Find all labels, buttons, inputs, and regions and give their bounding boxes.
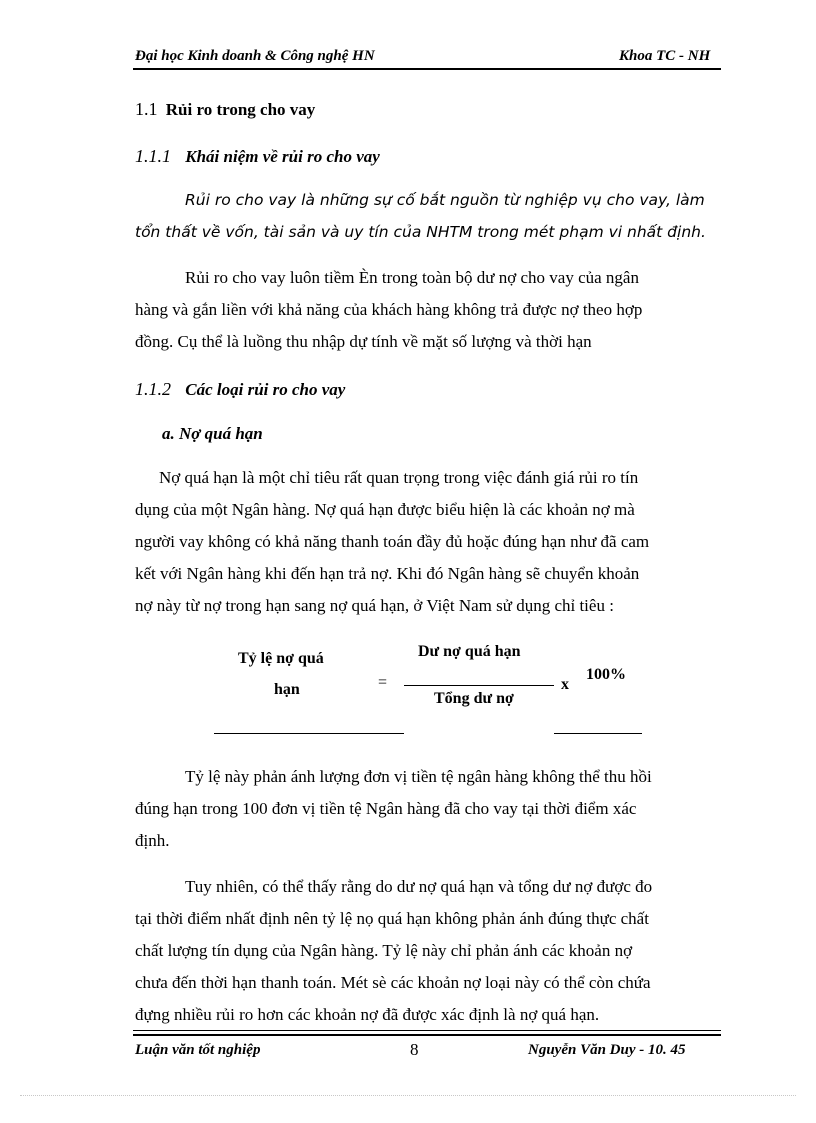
formula-equals: = xyxy=(378,674,388,691)
paragraph-1 xyxy=(135,262,721,358)
paragraph-4 xyxy=(135,871,721,1031)
footer-right: Nguyễn Văn Duy - 10. 45 xyxy=(528,1042,686,1058)
section-number: 1.1 xyxy=(135,99,158,119)
paragraph-line: định. xyxy=(135,831,170,850)
formula-lhs-line2: hạn xyxy=(274,681,300,698)
definition-line: Rủi ro cho vay là những sự cố bắt nguồn từ nghiệp vụ cho vay, làm xyxy=(185,191,705,209)
paragraph-line: dụng của một Ngân hàng. Nợ quá hạn được biểu hiện là các khoản nợ mà xyxy=(135,500,635,519)
subsection-number-2: 1.1.2 xyxy=(135,379,171,399)
formula-denominator: Tổng dư nợ xyxy=(434,690,514,707)
formula-lhs-line1: Tỷ lệ nợ quá xyxy=(238,650,324,667)
header-left: Đại học Kinh doanh & Công nghệ HN xyxy=(135,48,375,64)
subsection-title-2: Các loại rủi ro cho vay xyxy=(185,380,346,399)
footer-rule-top xyxy=(133,1030,721,1031)
formula-underline-left xyxy=(214,733,404,734)
paragraph-line: kết với Ngân hàng khi đến hạn trả nợ. Khi đó Ngân hàng sẽ chuyển khoản xyxy=(135,564,640,583)
paragraph-line: chất lượng tín dụng của Ngân hàng. Tỷ lệ này chỉ phản ánh các khoản nợ xyxy=(135,941,633,960)
paragraph-line: hàng và gắn liền với khả năng của khách hàng không trả được nợ theo hợp xyxy=(135,300,643,319)
paragraph-2 xyxy=(135,462,721,622)
subsection-heading-2 xyxy=(135,379,345,400)
paragraph-line: đúng hạn trong 100 đơn vị tiền tệ Ngân hàng đã cho vay tại thời điểm xác xyxy=(135,799,637,818)
subsection-number-1: 1.1.1 xyxy=(135,146,171,166)
page-number: 8 xyxy=(410,1040,419,1059)
formula-underline-right xyxy=(554,733,642,734)
paragraph-line: Tuy nhiên, có thể thấy rằng do dư nợ quá hạn và tổng dư nợ được đo xyxy=(185,877,653,896)
paragraph-line: người vay không có khả năng thanh toán đầy đủ hoặc đúng hạn như đã cam xyxy=(135,532,650,551)
paragraph-line: Rủi ro cho vay luôn tiềm Èn trong toàn bộ dư nợ cho vay của ngân xyxy=(185,268,639,287)
section-heading xyxy=(135,99,315,120)
paragraph-3 xyxy=(135,761,721,857)
paragraph-line: đựng nhiều rủi ro hơn các khoản nợ đã được xác định là nợ quá hạn. xyxy=(135,1005,600,1024)
formula-numerator: Dư nợ quá hạn xyxy=(418,643,521,660)
header-right: Khoa TC - NH xyxy=(619,48,711,64)
paragraph-line: tại thời điểm nhất định nên tỷ lệ nọ quá hạn không phản ánh đúng thực chất xyxy=(135,909,649,928)
definition-paragraph xyxy=(135,184,721,248)
header-rule xyxy=(133,68,721,70)
subsection-heading-1 xyxy=(135,146,380,167)
footer-rule-bottom xyxy=(133,1034,721,1036)
definition-line: tổn thất về vốn, tài sản và uy tín của NHTM trong mét phạm vi nhất định. xyxy=(135,223,706,241)
page-bottom-divider xyxy=(20,1095,796,1096)
paragraph-line: chưa đến thời hạn thanh toán. Mét sè các khoản nợ loại này có thể còn chứa xyxy=(135,973,651,992)
formula-fraction-bar xyxy=(404,685,554,686)
paragraph-line: nợ này từ nợ trong hạn sang nợ quá hạn, ở Việt Nam sử dụng chỉ tiêu : xyxy=(135,596,614,615)
paragraph-line: Tỷ lệ này phản ánh lượng đơn vị tiền tệ ngân hàng không thể thu hồi xyxy=(185,767,652,786)
paragraph-line: đồng. Cụ thể là luồng thu nhập dự tính về mặt số lượng và thời hạn xyxy=(135,332,592,351)
formula-times: x xyxy=(561,676,569,693)
paragraph-line: Nợ quá hạn là một chỉ tiêu rất quan trọng trong việc đánh giá rủi ro tín xyxy=(159,468,639,487)
footer-left: Luận văn tốt nghiệp xyxy=(135,1042,261,1058)
section-title: Rủi ro trong cho vay xyxy=(165,100,316,119)
formula-percent: 100% xyxy=(586,666,626,683)
subsection-title-1: Khái niệm về rủi ro cho vay xyxy=(185,147,380,166)
subsection-a-heading: a. Nợ quá hạn xyxy=(162,424,263,443)
